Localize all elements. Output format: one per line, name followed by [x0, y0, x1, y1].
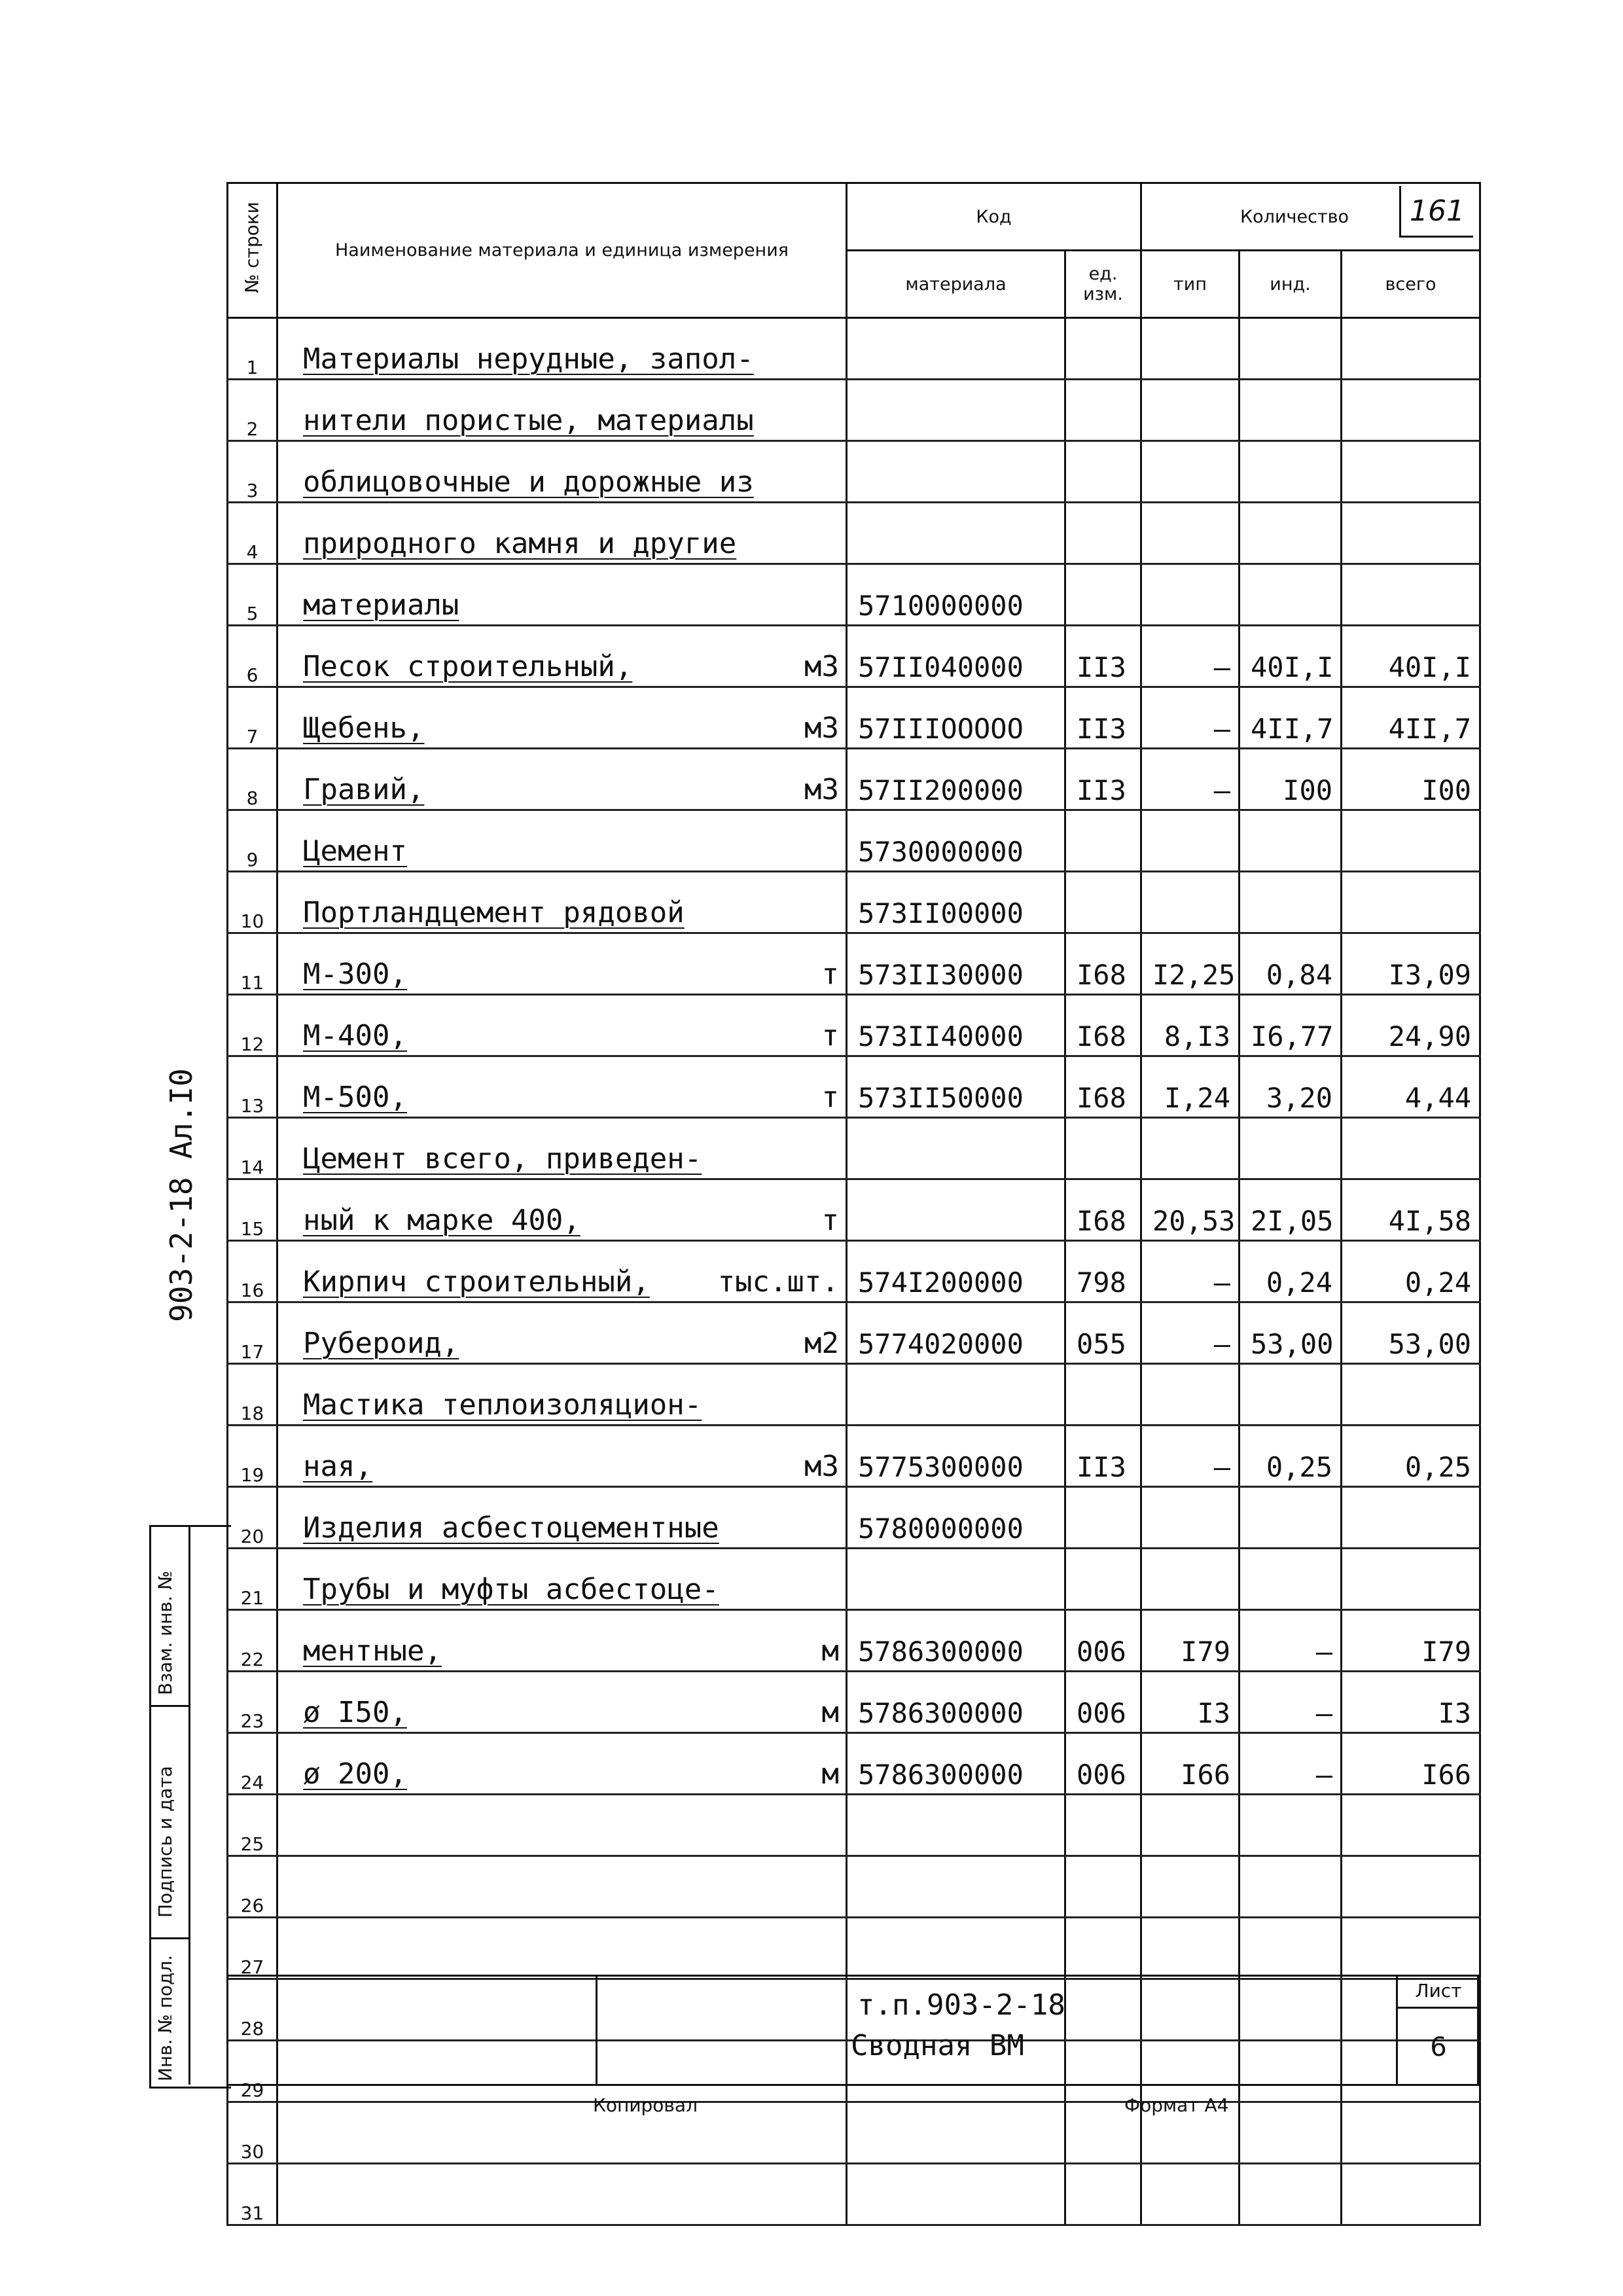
table-row: [228, 1241, 1480, 1302]
unit-code: 055: [1065, 1302, 1141, 1364]
qty-total: I79: [1342, 1610, 1480, 1672]
side-signature: Подпись и дата: [154, 1766, 176, 1918]
row-number: 14: [228, 1118, 277, 1179]
qty-total: [1342, 564, 1480, 626]
material-name-text: Гравий,: [303, 773, 425, 806]
sheet-number: 6: [1430, 2032, 1447, 2062]
row-number: 17: [228, 1302, 277, 1364]
material-code: 57IIIOOOOO: [847, 687, 1065, 749]
row-number: 26: [228, 1856, 277, 1918]
qty-type: I66: [1141, 1733, 1240, 1795]
material-code: [847, 1918, 1065, 1979]
material-name-text: Мастика теплоизоляцион-: [303, 1388, 702, 1422]
material-name-text: Материалы нерудные, запол-: [303, 342, 754, 376]
qty-ind: –: [1240, 1672, 1342, 1733]
table-row: [228, 2102, 1480, 2164]
qty-type: [1141, 1795, 1240, 1856]
table-row: [228, 503, 1480, 564]
qty-type: [1141, 441, 1240, 503]
qty-ind: 0,84: [1240, 933, 1342, 995]
material-unit: т: [821, 1019, 839, 1052]
qty-type: [1141, 1364, 1240, 1426]
material-unit: тыс.шт.: [717, 1265, 839, 1299]
table-row: [228, 687, 1480, 749]
row-number: 21: [228, 1549, 277, 1610]
footer-copied: Копировал: [593, 2094, 698, 2116]
table-row: [228, 872, 1480, 933]
material-name-text: Портландцемент рядовой: [303, 896, 685, 929]
material-code: [847, 1549, 1065, 1610]
material-name: [277, 1056, 847, 1118]
qty-ind: [1240, 1549, 1342, 1610]
material-code: 573II00000: [847, 872, 1065, 933]
side-doc-code: 903-2-18 Ал.I0: [164, 1068, 199, 1322]
qty-ind: 3,20: [1240, 1056, 1342, 1118]
material-code: 5780000000: [847, 1487, 1065, 1549]
material-name-text: природного камня и другие: [303, 527, 737, 560]
sheet-label: Лист: [1398, 1975, 1479, 2009]
qty-type: [1141, 564, 1240, 626]
qty-type: [1141, 380, 1240, 441]
table-row: [228, 1733, 1480, 1795]
material-code: [847, 1364, 1065, 1426]
row-number: 16: [228, 1241, 277, 1302]
unit-code: 006: [1065, 1733, 1141, 1795]
table-row: [228, 1118, 1480, 1179]
qty-ind: [1240, 872, 1342, 933]
qty-ind: –: [1240, 1610, 1342, 1672]
material-unit: м3: [804, 1450, 839, 1483]
material-code: 5786300000: [847, 1672, 1065, 1733]
qty-type: [1141, 1487, 1240, 1549]
material-name-text: ø I50,: [303, 1696, 407, 1729]
unit-code: [1065, 2164, 1141, 2225]
header-ind: инд.: [1240, 251, 1342, 318]
material-name-text: ный к марке 400,: [303, 1204, 580, 1237]
header-total: всего: [1342, 251, 1480, 318]
qty-ind: I6,77: [1240, 995, 1342, 1056]
row-number: 20: [228, 1487, 277, 1549]
material-unit: м2: [804, 1327, 839, 1360]
qty-ind: [1240, 441, 1342, 503]
table-row: [228, 749, 1480, 810]
table-row: [228, 1549, 1480, 1610]
row-number: 9: [228, 810, 277, 872]
qty-type: I,24: [1141, 1056, 1240, 1118]
unit-code: [1065, 564, 1141, 626]
unit-code: 006: [1065, 1672, 1141, 1733]
material-code: 57II200000: [847, 749, 1065, 810]
qty-total: 24,90: [1342, 995, 1480, 1056]
qty-ind: 0,25: [1240, 1426, 1342, 1487]
title-block-title: Сводная ВМ: [851, 2029, 1024, 2062]
qty-total: 0,24: [1342, 1241, 1480, 1302]
qty-type: 20,53: [1141, 1179, 1240, 1241]
unit-code: I68: [1065, 1179, 1141, 1241]
unit-code: II3: [1065, 749, 1141, 810]
header-code: Код: [847, 183, 1141, 251]
material-name: [277, 1487, 847, 1549]
unit-code: [1065, 1118, 1141, 1179]
material-name: [277, 1672, 847, 1733]
row-number: 13: [228, 1056, 277, 1118]
material-code: [847, 1179, 1065, 1241]
qty-total: [1342, 872, 1480, 933]
row-number: 30: [228, 2102, 277, 2164]
unit-code: I68: [1065, 995, 1141, 1056]
material-name-text: ментные,: [303, 1634, 442, 1668]
table-row: [228, 318, 1480, 380]
material-name-text: ø 200,: [303, 1757, 407, 1791]
material-name: [277, 1118, 847, 1179]
row-number: 18: [228, 1364, 277, 1426]
table-row: [228, 380, 1480, 441]
material-code: 5786300000: [847, 1733, 1065, 1795]
qty-type: [1141, 1549, 1240, 1610]
row-number: 15: [228, 1179, 277, 1241]
row-number: 31: [228, 2164, 277, 2225]
material-code: [847, 380, 1065, 441]
material-name: [277, 810, 847, 872]
material-unit: м3: [804, 711, 839, 745]
qty-type: [1141, 1856, 1240, 1918]
header-name: Наименование материала и единица измерения: [277, 183, 847, 318]
material-code: [847, 318, 1065, 380]
qty-total: 4I,58: [1342, 1179, 1480, 1241]
row-number: 22: [228, 1610, 277, 1672]
qty-total: 53,00: [1342, 1302, 1480, 1364]
qty-ind: [1240, 1364, 1342, 1426]
table-row: [228, 1487, 1480, 1549]
material-unit: т: [821, 1081, 839, 1114]
unit-code: 798: [1065, 1241, 1141, 1302]
material-name: [277, 1302, 847, 1364]
qty-total: [1342, 1487, 1480, 1549]
material-code: 573II30000: [847, 933, 1065, 995]
qty-type: I3: [1141, 1672, 1240, 1733]
table-row: [228, 1672, 1480, 1733]
row-number: 12: [228, 995, 277, 1056]
material-code: 574I200000: [847, 1241, 1065, 1302]
qty-ind: [1240, 810, 1342, 872]
material-unit: т: [821, 958, 839, 991]
material-name-text: М-500,: [303, 1081, 407, 1114]
table-row: [228, 626, 1480, 687]
qty-total: [1342, 810, 1480, 872]
qty-ind: –: [1240, 1733, 1342, 1795]
qty-total: 4II,7: [1342, 687, 1480, 749]
qty-total: [1342, 1856, 1480, 1918]
material-name: [277, 933, 847, 995]
unit-code: [1065, 1918, 1141, 1979]
material-name-text: Щебень,: [303, 711, 425, 745]
material-name: [277, 380, 847, 441]
material-name: [277, 441, 847, 503]
qty-total: [1342, 318, 1480, 380]
material-name-text: Трубы и муфты асбестоце-: [303, 1573, 719, 1606]
qty-type: –: [1141, 626, 1240, 687]
unit-code: [1065, 380, 1141, 441]
qty-total: I00: [1342, 749, 1480, 810]
material-name: [277, 1241, 847, 1302]
table-row: [228, 1918, 1480, 1979]
qty-total: [1342, 503, 1480, 564]
qty-type: I79: [1141, 1610, 1240, 1672]
unit-code: 006: [1065, 1610, 1141, 1672]
qty-total: [1342, 1364, 1480, 1426]
table-row: [228, 1302, 1480, 1364]
qty-type: I2,25: [1141, 933, 1240, 995]
material-name-text: Песок строительный,: [303, 650, 633, 683]
material-name: [277, 626, 847, 687]
material-name-text: Изделия асбестоцементные: [303, 1511, 719, 1545]
material-unit: м3: [804, 650, 839, 683]
unit-code: II3: [1065, 687, 1141, 749]
qty-ind: I00: [1240, 749, 1342, 810]
material-name-text: М-300,: [303, 958, 407, 991]
qty-total: I3: [1342, 1672, 1480, 1733]
side-divider-2: [149, 1937, 188, 1939]
material-name: [277, 1179, 847, 1241]
row-number: 28: [228, 1979, 277, 2041]
material-code: 5730000000: [847, 810, 1065, 872]
material-name-text: Цемент: [303, 834, 407, 868]
qty-total: [1342, 2164, 1480, 2225]
qty-ind: [1240, 1487, 1342, 1549]
header-type: тип: [1141, 251, 1240, 318]
qty-total: I66: [1342, 1733, 1480, 1795]
qty-total: 40I,I: [1342, 626, 1480, 687]
material-name-text: материалы: [303, 588, 459, 622]
unit-code: II3: [1065, 1426, 1141, 1487]
unit-code: [1065, 1549, 1141, 1610]
table-row: [228, 1056, 1480, 1118]
qty-ind: [1240, 1795, 1342, 1856]
qty-type: [1141, 503, 1240, 564]
row-number: 3: [228, 441, 277, 503]
material-code: [847, 1118, 1065, 1179]
qty-type: [1141, 318, 1240, 380]
qty-ind: [1240, 564, 1342, 626]
material-code: 5710000000: [847, 564, 1065, 626]
unit-code: [1065, 441, 1141, 503]
table-row: [228, 1610, 1480, 1672]
qty-type: [1141, 1918, 1240, 1979]
material-name: [277, 1856, 847, 1918]
material-name-text: нители пористые, материалы: [303, 404, 754, 437]
row-number: 10: [228, 872, 277, 933]
qty-ind: [1240, 318, 1342, 380]
material-code: [847, 503, 1065, 564]
row-number-header: № строки: [241, 202, 263, 293]
row-number: 19: [228, 1426, 277, 1487]
unit-code: [1065, 872, 1141, 933]
qty-total: [1342, 380, 1480, 441]
row-number: 24: [228, 1733, 277, 1795]
qty-type: –: [1141, 1426, 1240, 1487]
material-code: [847, 1795, 1065, 1856]
qty-total: [1342, 1918, 1480, 1979]
unit-code: [1065, 503, 1141, 564]
row-number: 8: [228, 749, 277, 810]
title-block-code: т.п.903-2-18: [857, 1988, 1065, 2022]
table-row: [228, 2164, 1480, 2225]
material-code: 573II50000: [847, 1056, 1065, 1118]
unit-code: [1065, 810, 1141, 872]
qty-ind: [1240, 380, 1342, 441]
qty-ind: 40I,I: [1240, 626, 1342, 687]
row-number: 1: [228, 318, 277, 380]
row-number: 2: [228, 380, 277, 441]
footer-format: Формат А4: [1124, 2094, 1229, 2116]
material-unit: м3: [804, 773, 839, 806]
qty-type: [1141, 1118, 1240, 1179]
row-number: 29: [228, 2041, 277, 2102]
material-unit: м: [821, 1696, 839, 1729]
row-number: 7: [228, 687, 277, 749]
material-name: [277, 872, 847, 933]
material-name: [277, 995, 847, 1056]
qty-ind: 0,24: [1240, 1241, 1342, 1302]
material-code: [847, 1856, 1065, 1918]
qty-type: –: [1141, 1241, 1240, 1302]
unit-code: II3: [1065, 626, 1141, 687]
qty-type: –: [1141, 687, 1240, 749]
header-material: материала: [847, 251, 1065, 318]
qty-ind: [1240, 1918, 1342, 1979]
table-row: [228, 810, 1480, 872]
material-name: [277, 564, 847, 626]
qty-total: [1342, 1795, 1480, 1856]
material-name-text: ная,: [303, 1450, 372, 1483]
row-number: 4: [228, 503, 277, 564]
qty-total: 4,44: [1342, 1056, 1480, 1118]
qty-type: [1141, 810, 1240, 872]
row-number: 23: [228, 1672, 277, 1733]
row-number: 11: [228, 933, 277, 995]
material-name-text: Рубероид,: [303, 1327, 459, 1360]
qty-type: –: [1141, 1302, 1240, 1364]
table-row: [228, 441, 1480, 503]
side-inv-orig: Инв. № подл.: [154, 1954, 176, 2081]
qty-ind: 53,00: [1240, 1302, 1342, 1364]
header-unit: ед. изм.: [1065, 251, 1141, 318]
material-name: [277, 2102, 847, 2164]
table-row: [228, 995, 1480, 1056]
material-name: [277, 1733, 847, 1795]
material-name: [277, 318, 847, 380]
qty-type: 8,I3: [1141, 995, 1240, 1056]
material-name: [277, 1795, 847, 1856]
row-number: 5: [228, 564, 277, 626]
qty-type: [1141, 872, 1240, 933]
material-name: [277, 1610, 847, 1672]
qty-type: –: [1141, 749, 1240, 810]
material-name: [277, 503, 847, 564]
row-number: 25: [228, 1795, 277, 1856]
unit-code: I68: [1065, 1056, 1141, 1118]
row-number: 27: [228, 1918, 277, 1979]
unit-code: [1065, 1487, 1141, 1549]
page-mark: 161: [1399, 186, 1473, 238]
qty-type: [1141, 2164, 1240, 2225]
material-name: [277, 1426, 847, 1487]
material-name-text: облицовочные и дорожные из: [303, 465, 754, 499]
materials-table: [226, 182, 1481, 2226]
material-name: [277, 687, 847, 749]
qty-ind: [1240, 2164, 1342, 2225]
material-code: [847, 2164, 1065, 2225]
material-name-text: Кирпич строительный,: [303, 1265, 650, 1299]
material-name: [277, 749, 847, 810]
material-code: 5774020000: [847, 1302, 1065, 1364]
side-inv-no: Взам. инв. №: [154, 1570, 176, 1695]
material-name: [277, 2164, 847, 2225]
qty-total: [1342, 1549, 1480, 1610]
unit-code: [1065, 1364, 1141, 1426]
material-name: [277, 1918, 847, 1979]
material-code: 57II040000: [847, 626, 1065, 687]
qty-total: 0,25: [1342, 1426, 1480, 1487]
row-number: 6: [228, 626, 277, 687]
unit-code: [1065, 318, 1141, 380]
header-quantity: Количество: [1141, 183, 1480, 251]
material-code: 5786300000: [847, 1610, 1065, 1672]
qty-ind: 2I,05: [1240, 1179, 1342, 1241]
material-unit: м: [821, 1757, 839, 1791]
material-code: [847, 441, 1065, 503]
unit-code: [1065, 1856, 1141, 1918]
unit-code: [1065, 1795, 1141, 1856]
qty-ind: [1240, 1856, 1342, 1918]
qty-total: [1342, 1118, 1480, 1179]
material-name-text: Цемент всего, приведен-: [303, 1142, 702, 1175]
table-body: [228, 318, 1480, 2225]
qty-ind: [1240, 503, 1342, 564]
table-row: [228, 1426, 1480, 1487]
qty-total: [1342, 2102, 1480, 2164]
table-row: [228, 1364, 1480, 1426]
qty-total: [1342, 441, 1480, 503]
table-row: [228, 1856, 1480, 1918]
side-divider-1: [149, 1705, 188, 1707]
material-name: [277, 1549, 847, 1610]
material-code: 5775300000: [847, 1426, 1065, 1487]
table-row: [228, 564, 1480, 626]
table-row: [228, 1179, 1480, 1241]
material-code: [847, 2102, 1065, 2164]
unit-code: I68: [1065, 933, 1141, 995]
qty-ind: 4II,7: [1240, 687, 1342, 749]
material-name: [277, 1364, 847, 1426]
qty-ind: [1240, 2102, 1342, 2164]
qty-total: I3,09: [1342, 933, 1480, 995]
qty-ind: [1240, 1118, 1342, 1179]
material-unit: м: [821, 1634, 839, 1668]
table-row: [228, 933, 1480, 995]
material-name-text: М-400,: [303, 1019, 407, 1052]
material-code: 573II40000: [847, 995, 1065, 1056]
table-row: [228, 1795, 1480, 1856]
material-unit: т: [821, 1204, 839, 1237]
